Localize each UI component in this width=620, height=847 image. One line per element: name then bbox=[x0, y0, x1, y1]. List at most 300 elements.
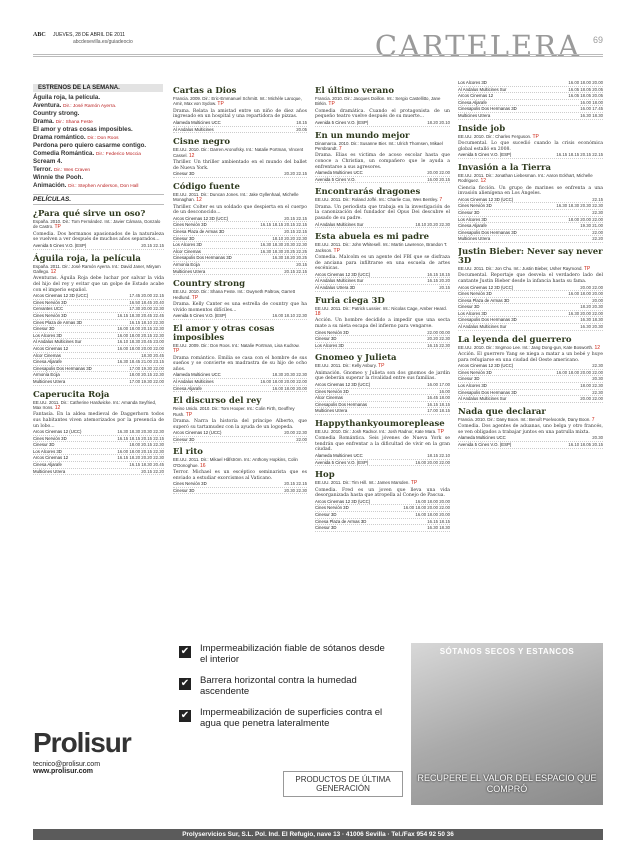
ad-photo-tag: SÓTANOS SECOS Y ESTANCOS bbox=[439, 647, 575, 656]
estreno-title: Terror. bbox=[33, 166, 54, 173]
showtime-row bbox=[173, 481, 307, 488]
showtimes: 16.00 18.00 20.00 22.00 bbox=[403, 505, 450, 511]
cinema-name: Cinesapolis Dos Hermanas 3D bbox=[173, 255, 232, 261]
movie-title: Furia ciega 3D bbox=[315, 295, 385, 306]
movie-title: Águila roja, la película bbox=[33, 253, 141, 264]
age-rating: 12 bbox=[188, 152, 195, 159]
showtimes: 16.30 18.30 bbox=[427, 525, 450, 531]
cinema-name: Avenida 5 Cines V.O. (ESP) bbox=[33, 243, 87, 248]
cinema-name: Cinesa Plaza de Armas 3D bbox=[173, 228, 225, 234]
showtimes: 16.10 18.05 20.15 bbox=[568, 442, 603, 447]
cinema-name: Multicines Utrera bbox=[315, 408, 348, 414]
cinema-name: Cines Nervión 3D bbox=[33, 312, 67, 318]
showtimes: 20.00 22.00 bbox=[427, 170, 450, 176]
showtimes: 16.15 22.30 bbox=[427, 342, 450, 348]
showtimes: 16.15 18.15 20.15 22.15 bbox=[260, 222, 307, 228]
showtime-row bbox=[458, 298, 603, 305]
showtime-row bbox=[315, 408, 450, 415]
movie-title: El discurso del rey bbox=[173, 396, 262, 407]
movie-credits: España. 2010. Dir.: Tom Fernández. Int.: Javier Cámara, Gonzalo de Castro. bbox=[33, 219, 161, 230]
cinema-name: Cinesa Aljarafe bbox=[33, 359, 62, 365]
showtime-row bbox=[33, 455, 164, 462]
cinema-name: Cinesa Aljarafe bbox=[458, 99, 487, 105]
age-rating: TP bbox=[333, 247, 340, 254]
showtime-row bbox=[458, 285, 603, 292]
cinema-name: Los Alcores 3D bbox=[33, 332, 62, 338]
advertiser-email: tecnico@prolisur.com bbox=[33, 761, 101, 768]
showtime-row bbox=[173, 262, 307, 269]
cinema-name: Cinesa Aljarafe bbox=[33, 462, 62, 468]
estreno-item bbox=[33, 174, 164, 182]
cinema-name: Los Alcores 3D bbox=[315, 342, 344, 348]
age-rating: 12 bbox=[196, 197, 202, 204]
showtime-row bbox=[315, 389, 450, 396]
showtime-row bbox=[33, 300, 164, 307]
cinema-name: Arcos Cinemas 12 3D (UCC) bbox=[315, 381, 371, 387]
movie-title: Caperucita Roja bbox=[33, 389, 110, 400]
cinema-name: Cines Nervión 3D bbox=[458, 291, 492, 297]
showtimes: 16.30 18.30 20.30 22.30 bbox=[556, 203, 603, 209]
showtimes: 20.00 22.00 bbox=[580, 396, 603, 402]
cinema-name: Avenida 5 Cines V.O. (ESP) bbox=[458, 442, 512, 447]
cinema-name: Cinesur 3D bbox=[458, 209, 480, 215]
showtime-row bbox=[458, 87, 603, 94]
cinema-name: Los Alcores 3D bbox=[458, 310, 487, 316]
showtime-row bbox=[33, 469, 164, 476]
movie-synopsis: Comedia. Dos hermanos apasionados de la naturaleza se vuelven a ver después de muchos años separados... bbox=[33, 231, 164, 243]
showtime-row bbox=[458, 390, 603, 397]
age-rating: TP bbox=[583, 265, 591, 272]
estreno-item bbox=[33, 102, 164, 110]
cinema-name: Los Alcores 3D bbox=[458, 216, 487, 222]
showtime-row bbox=[33, 293, 164, 300]
ad-generation-label: PRODUCTOS DE ÚLTIMA GENERACIÓN bbox=[283, 771, 403, 797]
cinema-name: Cinesa Plaza de Armas 3D bbox=[458, 297, 510, 303]
movie-synopsis: Comedia Romántica. Seis jóvenes de Nueva York se tendrán que enfrentar a la dificultad de vivir en la gran ciudad. bbox=[315, 436, 450, 453]
cinema-name: Al Andalus Multicines Sur bbox=[458, 86, 507, 92]
age-rating: 12 bbox=[54, 404, 61, 411]
movie-title: El amor y otras cosas imposibles bbox=[173, 323, 275, 343]
showtimes: 16.45 18.00 bbox=[427, 395, 450, 401]
movie-synopsis: Terror. Michael es un escéptico seminarista que es enviado a estudiar exorcismos al Vaticano. bbox=[173, 470, 307, 481]
dateline: JUEVES, 28 DE ABRIL DE 2011 bbox=[53, 32, 125, 38]
movie-synopsis: Comedia. Malcolm es un agente del FBI que se disfraza de anciana para infiltrarse en una escuela de artes escénicas. bbox=[315, 254, 450, 272]
cinema-name: Arcos Cinemas 12 3D (UCC) bbox=[458, 196, 514, 202]
advertiser-website: www.prolisur.com bbox=[33, 768, 94, 775]
age-rating: 12 bbox=[50, 269, 57, 275]
showtimes: 16.30 20.00 22.00 bbox=[568, 310, 603, 316]
column-1 bbox=[33, 82, 164, 640]
movie-synopsis: Ciencia ficción. Un grupo de marines se enfrenta a una invasión alienígena en Los Ángeles. bbox=[458, 185, 603, 197]
showtime-row bbox=[315, 499, 450, 506]
movie-title: Encontrarás dragones bbox=[315, 187, 421, 198]
showtime-row bbox=[458, 236, 603, 243]
estreno-director: Dir.: Wes Craven bbox=[53, 168, 91, 173]
showtimes: 18.00 20.00 22.00 bbox=[568, 216, 603, 222]
estreno-title: Águila roja, la película. bbox=[33, 94, 101, 101]
cinema-name: Arcos Cinemas 12 bbox=[33, 345, 69, 351]
ad-feature bbox=[173, 675, 393, 707]
cinema-name: Al Andalus Multicines bbox=[173, 126, 214, 132]
showtimes: 20.05 bbox=[296, 126, 307, 132]
estreno-title: Comedia Romántica. bbox=[33, 150, 96, 157]
movie-synopsis: Drama. Kelly Canter es una estrella de country que ha vivido momentos difíciles... bbox=[173, 301, 307, 313]
showtimes: 20.00 22.30 bbox=[284, 430, 307, 436]
estreno-item bbox=[33, 166, 164, 174]
movie-meta bbox=[315, 306, 450, 318]
showtimes: 16.30 18.30 bbox=[580, 317, 603, 323]
showtime-row bbox=[173, 386, 307, 393]
movie-meta bbox=[315, 96, 450, 108]
cinema-name: Armonía Ecija bbox=[33, 372, 60, 378]
showtime-row bbox=[173, 379, 307, 386]
movie-meta bbox=[315, 429, 450, 435]
checkmark-icon: ✔ bbox=[180, 646, 190, 657]
cinema-name: Cines Nervión 3D bbox=[315, 505, 349, 511]
movie-title: La leyenda del guerrero bbox=[458, 334, 572, 345]
cinema-name: Arcos Cinemas 12 bbox=[458, 93, 494, 99]
showtime-row bbox=[173, 313, 307, 320]
movie-synopsis: Comedia. Fred es un joven que lleva una vida desorganizada hasta que atropella al Conejo de Pascua. bbox=[315, 487, 450, 499]
showtimes: 17.00 18.15 bbox=[427, 408, 450, 414]
showtime-row bbox=[458, 100, 603, 107]
cinema-name: Los Alcores 3D bbox=[33, 448, 62, 454]
showtime-row bbox=[173, 269, 307, 276]
estreno-title: Drama romántico. bbox=[33, 134, 88, 141]
showtime-row bbox=[173, 255, 307, 262]
showtimes: 20.20 22.15 bbox=[284, 171, 307, 177]
cinema-name: Cinesur 3D bbox=[315, 512, 337, 518]
cinema-name: Arcos Cinemas 12 3D (UCC) bbox=[173, 215, 229, 221]
column-3 bbox=[315, 82, 450, 640]
movie-meta bbox=[315, 141, 450, 153]
header-rule bbox=[33, 54, 603, 55]
showtimes bbox=[458, 80, 603, 120]
cinema-name: Alameda Multicines UCC bbox=[173, 372, 221, 378]
page-title: CARTELERA bbox=[374, 29, 581, 63]
cinema-name: Alameda Multicines UCC bbox=[315, 170, 363, 176]
showtime-row bbox=[458, 383, 603, 390]
movie-title: El último verano bbox=[315, 86, 395, 96]
cinema-name: Alameda Multicines UCC bbox=[173, 120, 221, 125]
showtimes: 16.00 18.00 20.15 22.30 bbox=[117, 332, 164, 338]
cinema-name: Cinesapolis Dos Hermanas 3D bbox=[33, 365, 92, 371]
showtime-row bbox=[33, 372, 164, 379]
movie-synopsis: Animación. Gnomeo y Julieta son dos gnomos de jardín que deberán superar la rivalidad entre sus familias. bbox=[315, 370, 450, 382]
showtime-row bbox=[33, 320, 164, 327]
showtimes: 20.20 22.30 bbox=[427, 336, 450, 342]
movie-list bbox=[315, 87, 450, 532]
showtimes: 18.10 20.20 22.30 bbox=[272, 235, 307, 241]
column-2 bbox=[173, 82, 307, 640]
showtime-row bbox=[315, 402, 450, 409]
showtime-row bbox=[173, 488, 307, 495]
checkmark-icon: ✔ bbox=[180, 678, 190, 689]
movie-credits: EE.UU. 2011. Dir.: Jon Chu. Int.: Justin Bieber, Usher Raymond. bbox=[458, 265, 584, 271]
showtimes: 16.15 18.10 22.30 bbox=[129, 319, 164, 325]
showtimes: 16.15 20.20 bbox=[427, 278, 450, 284]
cinema-name: Al Andalus Multicines bbox=[173, 378, 214, 384]
estreno-item bbox=[33, 126, 164, 134]
showtimes: 16.30 18.30 bbox=[580, 112, 603, 118]
showtime-row bbox=[173, 127, 307, 134]
movie-title: Hop bbox=[315, 470, 335, 481]
movie-meta bbox=[315, 242, 450, 254]
showtimes: 16.30 18.45 21.00 23.15 bbox=[117, 359, 164, 365]
checkmark-icon: ✔ bbox=[180, 710, 190, 721]
cinema-name: Cinesa Plaza de Armas 3D bbox=[315, 518, 367, 524]
ad-feature bbox=[173, 643, 393, 675]
showtimes: 16.15 18.15 20.15 22.15 bbox=[117, 435, 164, 441]
showtime-row bbox=[458, 435, 603, 442]
movie-synopsis: Acción. El guerrero Yang se niega a matar a un bebé y huye para refugiarse en una ciudad del Oeste americano. bbox=[458, 352, 603, 363]
showtime-row bbox=[315, 519, 450, 526]
showtime-row bbox=[315, 336, 450, 343]
estreno-title: Aventura. bbox=[33, 102, 64, 109]
showtime-row bbox=[33, 462, 164, 469]
movie-list bbox=[33, 210, 164, 475]
showtimes: 20.15 bbox=[439, 284, 450, 290]
showtime-row bbox=[458, 80, 603, 87]
showtimes: 20.30 bbox=[592, 376, 603, 382]
showtime-row bbox=[33, 243, 164, 250]
showtimes: 19.30 21.00 bbox=[580, 223, 603, 229]
showtime-row bbox=[173, 229, 307, 236]
movie-title: Inside job bbox=[458, 123, 506, 134]
age-rating: TP bbox=[410, 480, 418, 487]
column-4 bbox=[458, 80, 603, 638]
showtimes: 20.15 22.15 bbox=[284, 228, 307, 234]
showtimes: 22.30 bbox=[592, 389, 603, 395]
age-rating: 12 bbox=[480, 178, 487, 185]
cinema-name: Cervantes UCC bbox=[33, 306, 64, 312]
cinema-name: Cines Nervión 3D bbox=[33, 299, 67, 305]
showtime-row bbox=[315, 177, 450, 184]
showtimes: 17.45 20.00 22.15 bbox=[129, 293, 164, 299]
showtime-row bbox=[33, 359, 164, 366]
movie-meta bbox=[458, 134, 603, 140]
movie-synopsis: Documental. Reportaje que desvela el verdadero lado del cantante Justin Bieber desde la infancia hasta su fama. bbox=[458, 273, 603, 284]
showtimes: 20.15 22.20 bbox=[141, 468, 164, 474]
showtime-row bbox=[33, 429, 164, 436]
estrenos-list bbox=[33, 94, 164, 190]
showtimes: 16.10 18.30 20.45 23.00 bbox=[117, 339, 164, 345]
showtimes: 16.00 18.00 20.15 22.30 bbox=[117, 326, 164, 332]
estreno-director: Dir.: Stephen Anderson, Don Hall bbox=[68, 184, 139, 189]
showtime-row bbox=[458, 152, 603, 159]
estreno-item bbox=[33, 158, 164, 166]
showtime-row bbox=[315, 330, 450, 337]
showtimes: 16.30 18.30 20.25 22.25 bbox=[260, 248, 307, 254]
movie-credits: EE.UU. 2011. Dir.: Jonathan Liebesman. Int.: Aaron Eckhart, Michelle Rodriguez. bbox=[458, 172, 593, 184]
movie-meta bbox=[33, 219, 164, 231]
showtimes: 18.30 20.30 22.30 bbox=[272, 372, 307, 378]
movie-credits: EE.UU. 2009. Dir.: Don Roos. Int.: Natalie Portman, Lisa Kudrow. bbox=[173, 342, 300, 348]
showtime-row bbox=[33, 326, 164, 333]
movie-title: Cartas a Dios bbox=[173, 86, 237, 96]
showtime-row bbox=[33, 449, 164, 456]
cinema-name: Arcos Cinemas 12 3D (UCC) bbox=[315, 498, 371, 504]
brand-name: Prolisur bbox=[33, 727, 131, 758]
estreno-title: Scream 4. bbox=[33, 158, 63, 165]
cinema-name: Cinesur 3D bbox=[315, 525, 337, 531]
cinema-name: Multicines Utrera bbox=[33, 378, 66, 384]
showtime-row bbox=[458, 304, 603, 311]
movie-meta bbox=[173, 406, 307, 418]
showtime-row bbox=[315, 395, 450, 402]
age-rating: TP bbox=[437, 428, 444, 435]
cinema-name: Arcos Cinemas 12 bbox=[33, 455, 69, 461]
showtime-row bbox=[458, 311, 603, 318]
movie-credits: EE.UU. 2010. Dir.: Shana Feste. Int.: Gwyneth Paltrow, Garrett Hedlund. bbox=[173, 289, 296, 300]
cinema-name: Multicines Utrera bbox=[173, 268, 206, 274]
showtime-row bbox=[33, 366, 164, 373]
showtimes: 22.15 bbox=[592, 196, 603, 202]
showtime-row bbox=[315, 505, 450, 512]
cinema-name: Cinesur 3D bbox=[33, 442, 55, 448]
showtime-row bbox=[173, 236, 307, 243]
cinema-name: Arcos Cinemas 12 (UCC) bbox=[33, 429, 82, 435]
cinema-name: Cines Nervión 3D bbox=[33, 435, 67, 441]
movie-synopsis: Thriller. Un thriller ambientado en el mundo del ballet de Nueva York. bbox=[173, 160, 307, 171]
cinema-name: Cines Nervión 3D bbox=[458, 203, 492, 209]
cinema-name: Los Alcores 3D bbox=[173, 242, 202, 248]
peliculas-heading: PELÍCULAS. bbox=[33, 194, 164, 205]
estreno-director: Dir.: Shana Feste bbox=[55, 120, 93, 125]
estreno-item bbox=[33, 134, 164, 142]
cinema-name: Cines Nervión 3D bbox=[458, 369, 492, 375]
movie-title: Código fuente bbox=[173, 181, 240, 192]
cinema-name: Arcos Cinemas 12 3D (UCC) bbox=[33, 293, 89, 299]
cinema-name: Cinesa Aljarafe bbox=[458, 223, 487, 229]
showtime-row bbox=[315, 343, 450, 350]
page-number: 69 bbox=[592, 35, 603, 45]
showtimes: 16.00 18.00 20.15 22.30 bbox=[117, 448, 164, 454]
showtimes: 20.15 22.15 bbox=[284, 481, 307, 487]
cinema-name: Cinesapolis Dos Hermanas 3D bbox=[458, 389, 517, 395]
movie-title: Cisne negro bbox=[173, 137, 231, 148]
showtime-row bbox=[458, 106, 603, 113]
showtimes: 16.30 18.30 20.30 22.30 bbox=[117, 429, 164, 435]
age-rating: TP bbox=[191, 294, 199, 301]
cinema-name: Al Andalus Multicines Sur bbox=[315, 278, 364, 284]
cinema-name: Al Andalus Multicines Sur bbox=[33, 339, 82, 345]
showtime-row bbox=[458, 93, 603, 100]
showtime-row bbox=[458, 217, 603, 224]
showtimes: 16.00 18.00 20.00 bbox=[568, 291, 603, 297]
movie-title: Invasión a la Tierra bbox=[458, 162, 552, 173]
movie-synopsis: Acción. Un hombre decidido a impedir que una secta mate a su nieta escapa del infierno para vengarse. bbox=[315, 318, 450, 329]
showtime-row bbox=[315, 272, 450, 279]
showtime-row bbox=[315, 170, 450, 177]
cinema-name: Arcos Cinemas 12 3D (UCC) bbox=[458, 284, 514, 290]
estreno-item bbox=[33, 142, 164, 150]
cinema-name: Cinesapolis Dos Hermanas bbox=[315, 401, 368, 407]
showtime-row bbox=[458, 324, 603, 331]
movie-synopsis: Drama. Relata la amistad entre un niño de diez años ingresado en un hospital y una repartidora de pizzas. bbox=[173, 108, 307, 120]
estreno-director: Dir.: José Ramón Ayerra. bbox=[63, 104, 117, 109]
cinema-name: Cinesapolis Dos Hermanas 3D bbox=[458, 106, 517, 112]
movie-credits: EE.UU. 2011. Dir.: John Whitesell. Int.: Martin Lawrence, Brandon T. Jackson. bbox=[315, 242, 448, 253]
showtimes: 18.00 22.30 bbox=[580, 383, 603, 389]
movie-meta bbox=[458, 173, 603, 185]
age-rating: TP bbox=[217, 101, 224, 108]
showtimes: 18.00 20.15 22.30 bbox=[129, 372, 164, 378]
showtime-row bbox=[458, 203, 603, 210]
movie-meta bbox=[315, 197, 450, 203]
movie-credits: EE.UU. 2011. Dir.: Tim Hill. Int.: James Marsden. bbox=[315, 480, 411, 486]
movie-synopsis: Thriller. Colter es un soldado que despierta en el cuerpo de un desconocido... bbox=[173, 204, 307, 216]
movie-list bbox=[173, 87, 307, 494]
showtimes: 16.00 18.00 20.00 bbox=[415, 512, 450, 518]
showtimes: 16.50 18.45 20.40 bbox=[129, 299, 164, 305]
movie-synopsis: Drama. Elias es victima de acoso escolar hasta que conoce a Christian, un compañero que le ayuda a enfrentarse a sus agresores. bbox=[315, 153, 450, 170]
movie-meta bbox=[315, 363, 450, 369]
showtime-row bbox=[173, 372, 307, 379]
cinema-name: Cinesur 3D bbox=[173, 487, 195, 493]
movie-meta bbox=[458, 266, 603, 272]
cinema-name: Cinesur 3D bbox=[458, 304, 480, 310]
showtime-row bbox=[458, 370, 603, 377]
showtime-row bbox=[173, 120, 307, 127]
cinema-name: Multicines Utrera bbox=[33, 468, 66, 474]
showtimes: 16.00 17.45 bbox=[580, 106, 603, 112]
cinema-name: Cines Nervión 3D bbox=[315, 329, 349, 335]
movie-title: Gnomeo y Julieta bbox=[315, 353, 397, 364]
showtime-row bbox=[173, 437, 307, 444]
movie-title: Nada que declarar bbox=[458, 406, 546, 417]
showtimes: 18.00 20.15 22.30 bbox=[129, 442, 164, 448]
showtimes: 16.30 18.30 20.30 22.30 bbox=[260, 242, 307, 248]
abc-logo: ABC bbox=[33, 32, 46, 38]
showtimes: 20.00 bbox=[592, 297, 603, 303]
cinema-name: Arcos Cinemas 12 3D (UCC) bbox=[315, 271, 371, 277]
cinema-name: Multicines Utrera bbox=[458, 112, 491, 118]
cinema-name: Cinesur 3D bbox=[173, 235, 195, 241]
showtime-row bbox=[458, 363, 603, 370]
movie-credits: Reino Unido. 2010. Dir.: Tom Hooper. Int.: Colin Firth, Geoffrey Rush. bbox=[173, 406, 295, 417]
cinema-name: Cinesur 3D bbox=[315, 336, 337, 342]
showtimes: 16.30 18.20 20.25 bbox=[272, 255, 307, 261]
ad-feature-list bbox=[173, 643, 393, 739]
movie-synopsis: Comedia. Dos agentes de aduanas, uno belga y otro francés, se ven obligados a trabajar juntos en una patrulla mixta. bbox=[458, 424, 603, 435]
cinema-name: Cines Plaza de Armas 3D bbox=[33, 319, 82, 325]
estreno-item bbox=[33, 94, 164, 102]
showtime-row bbox=[33, 353, 164, 360]
cinema-name: Avenida 5 Cines V.O. (ESP) bbox=[458, 152, 512, 158]
ad-footer: Prolyservicios Sur, S.L. Pol. Ind. El Refugio, nave 13 · 41006 Sevilla · Tel./Fax 954 92 50 36 bbox=[33, 829, 603, 840]
section-url: abcdesevilla.es/guiadeocio bbox=[73, 39, 133, 45]
showtimes: 16.00 18.00 20.00 22.00 bbox=[117, 345, 164, 351]
movie-credits: EE.UU. 2010. Dir.: Charles Ferguson. bbox=[458, 133, 533, 139]
showtimes: 18.15 bbox=[296, 120, 307, 125]
showtimes: 16.15 18.30 20.45 22.45 bbox=[117, 312, 164, 318]
cinema-name: Alameda Multicines UCC bbox=[458, 435, 506, 441]
showtimes: 22.00 bbox=[296, 436, 307, 442]
age-rating: 16 bbox=[199, 462, 206, 469]
showtime-row bbox=[315, 512, 450, 519]
cinema-name: Avenida 5 Cines V.O. (ESP) bbox=[315, 459, 369, 465]
movie-synopsis: Drama. Narra la historia del príncipe Alberto, que superó su tartamudez con la ayuda de un logopeda. bbox=[173, 418, 307, 430]
cinema-name: Al Andalus Utrera 3D bbox=[315, 284, 356, 290]
estreno-item bbox=[33, 118, 164, 126]
showtimes: 16.00 18.00 20.00 bbox=[272, 385, 307, 391]
estreno-director: Dir.: Don Roos bbox=[87, 136, 119, 141]
showtimes: 17.00 19.30 22.00 bbox=[129, 378, 164, 384]
cinema-name: Cinesapolis Dos Hermanas 3D bbox=[458, 229, 517, 235]
estreno-item bbox=[33, 182, 164, 190]
showtime-row bbox=[33, 442, 164, 449]
